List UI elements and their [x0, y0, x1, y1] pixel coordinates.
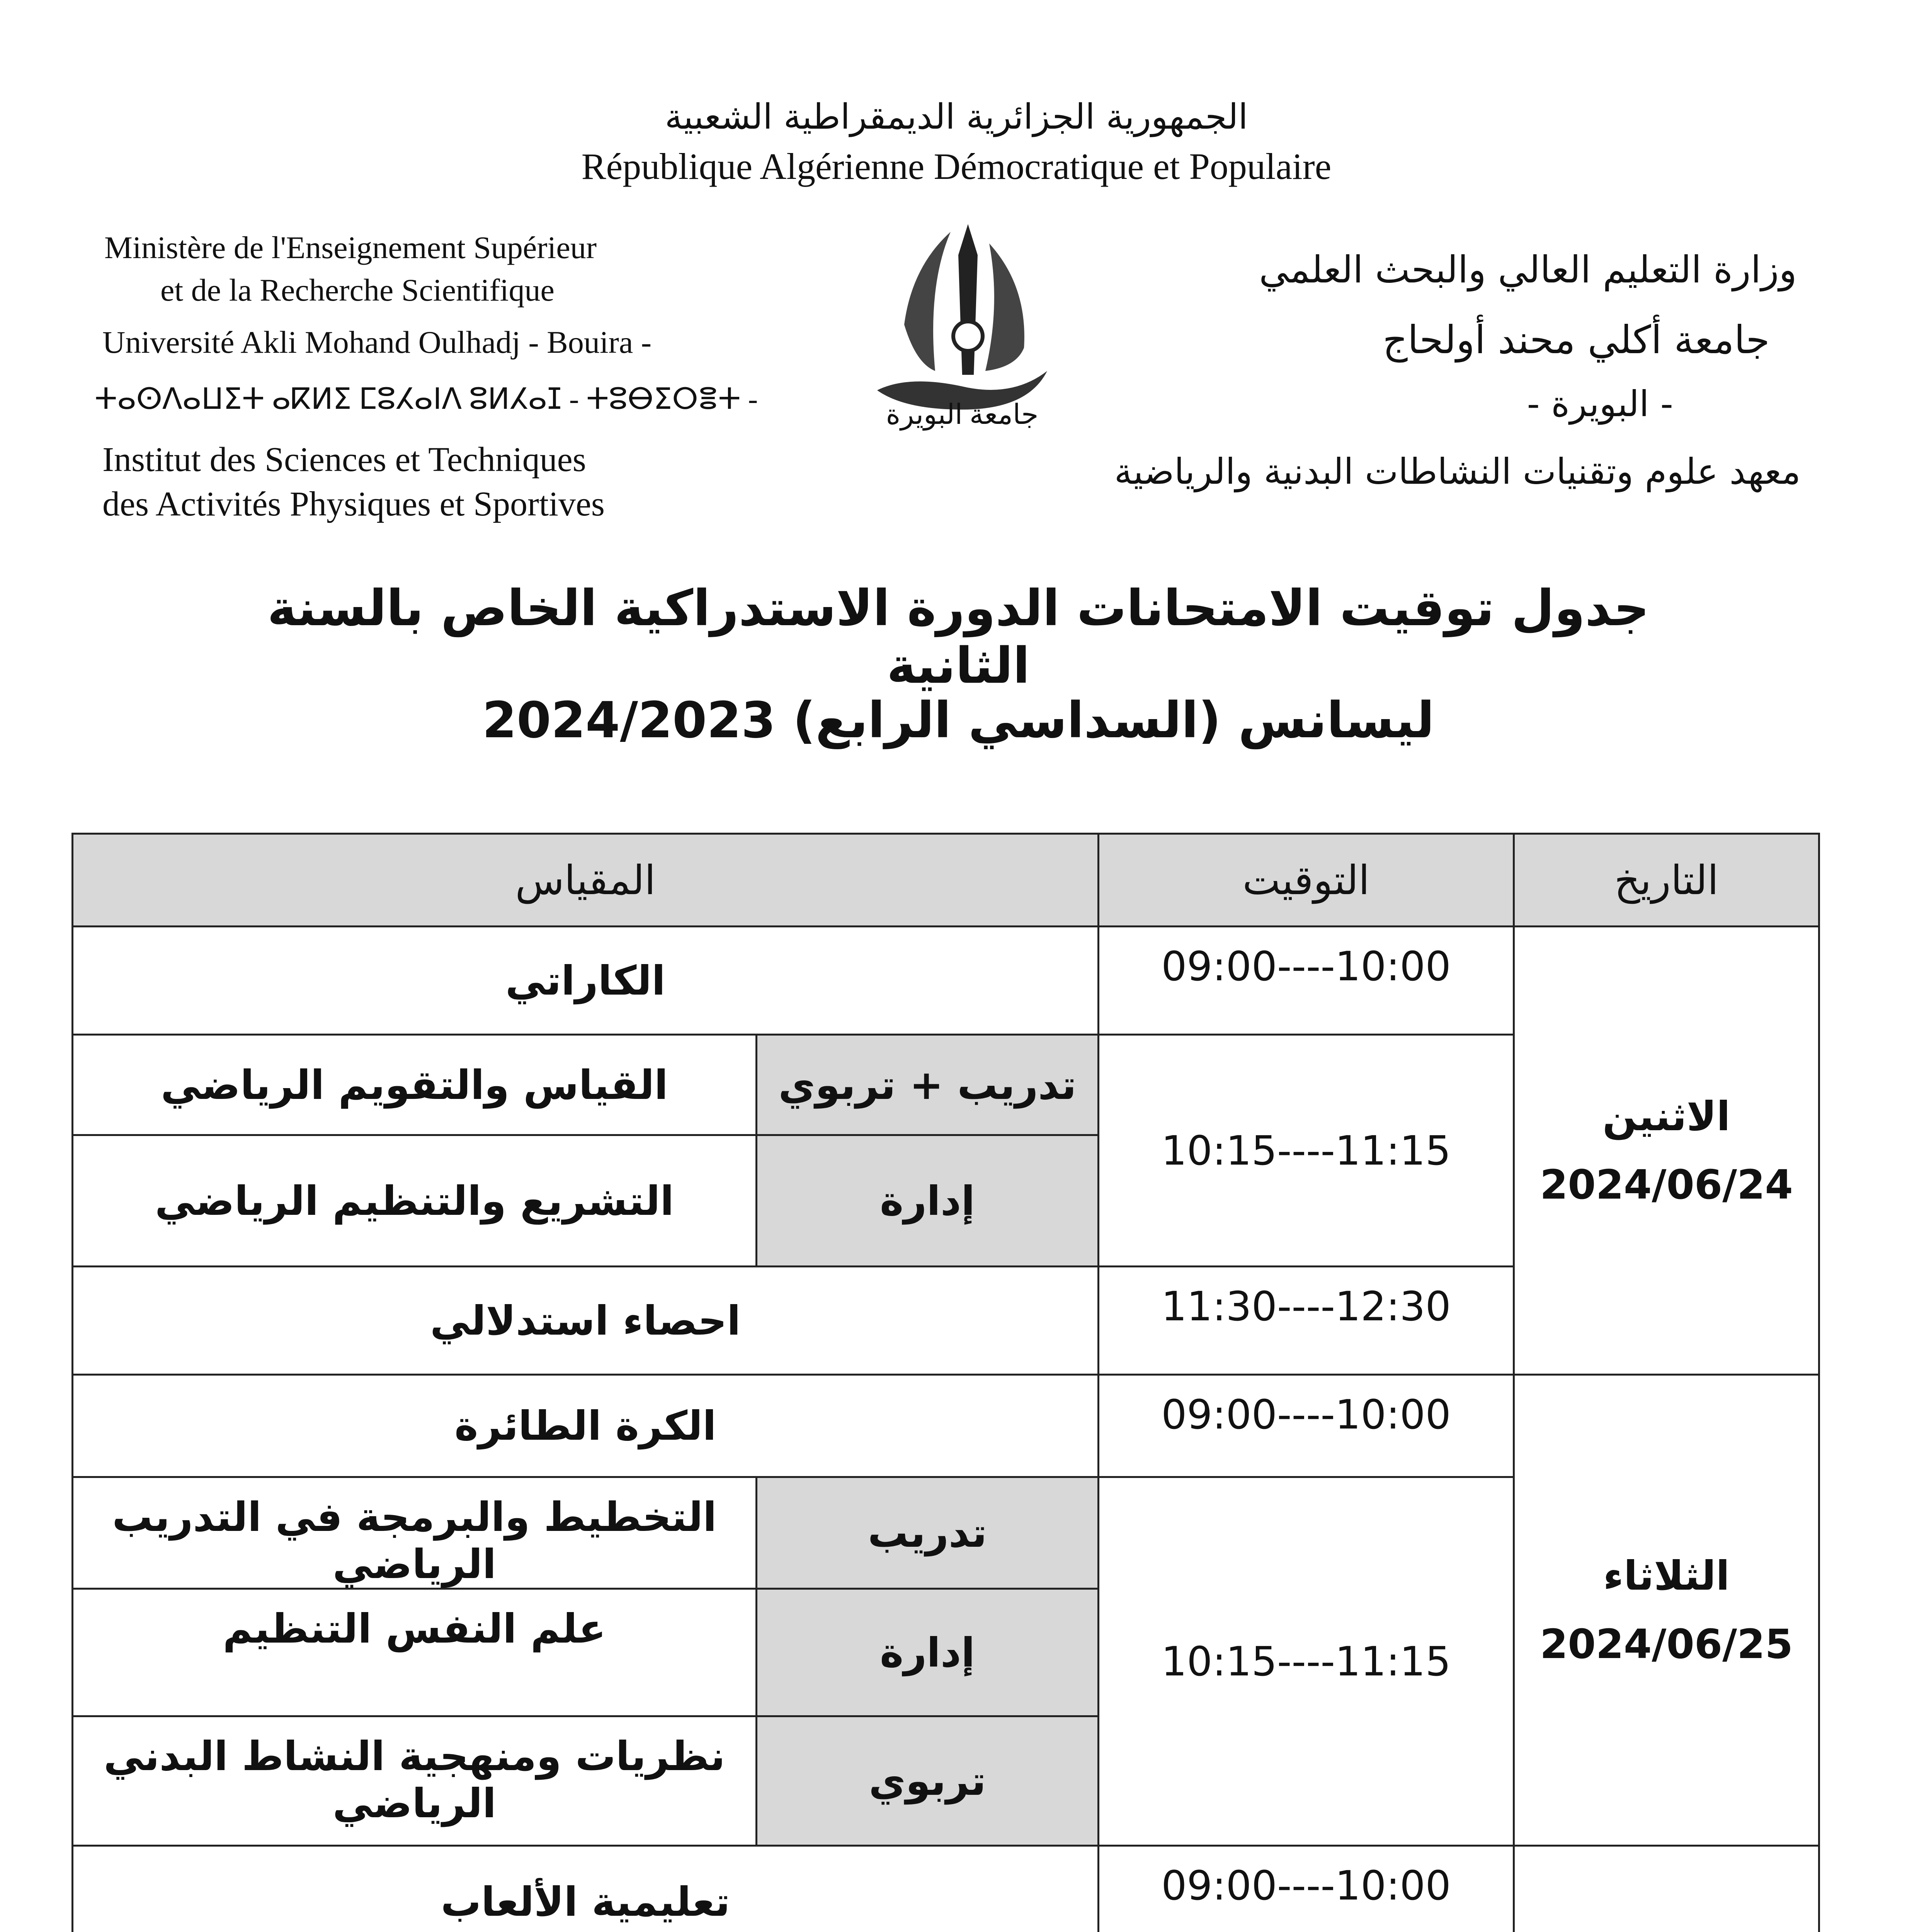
specialty-label: إدارة	[757, 1589, 1099, 1716]
exam-schedule-table	[71, 833, 1820, 1932]
time-slot: 10:15----11:15	[1099, 1477, 1514, 1846]
logo-caption: جامعة البويرة	[886, 399, 1039, 430]
institute-arabic: معهد علوم وتقنيات النشاطات البدنية والرياضية	[1114, 451, 1801, 492]
ministry-french-line2: et de la Recherche Scientifique	[160, 272, 555, 308]
subject-name: الكرة الطائرة	[73, 1375, 1099, 1477]
subject-name: القياس والتقويم الرياضي	[73, 1035, 757, 1135]
institute-french-line2: des Activités Physiques et Sportives	[102, 485, 605, 523]
time-slot: 09:00----10:00	[1099, 927, 1514, 1035]
republic-name-french: République Algérienne Démocratique et Populaire	[581, 146, 1332, 187]
ministry-french-line1: Ministère de l'Enseignement Supérieur	[104, 230, 597, 265]
page-subtitle: ليسانس (السداسي الرابع) 2024/2023	[482, 692, 1434, 749]
table-row	[73, 1375, 1819, 1477]
specialty-label: إدارة	[757, 1135, 1099, 1267]
subject-name: نظريات ومنهجية النشاط البدني الرياضي	[73, 1716, 757, 1846]
specialty-label: تدريب	[757, 1477, 1099, 1589]
day-name: الاثنين	[1602, 1092, 1730, 1140]
day-name: الثلاثاء	[1603, 1552, 1730, 1600]
column-header-subject: المقياس	[73, 834, 1099, 927]
exam-date: 2024/06/25	[1540, 1621, 1793, 1668]
subject-name: احصاء استدلالي	[73, 1267, 1099, 1375]
university-arabic: جامعة أكلي محند أولحاج	[1383, 317, 1770, 362]
date-cell	[1514, 1846, 1819, 1932]
time-slot: 09:00----10:00	[1099, 1846, 1514, 1932]
specialty-label: تربوي	[757, 1716, 1099, 1846]
column-header-time: التوقيت	[1099, 834, 1514, 927]
time-slot: 11:30----12:30	[1099, 1267, 1514, 1375]
institute-french-line1: Institut des Sciences et Techniques	[102, 440, 586, 479]
specialty-label: تدريب + تربوي	[757, 1035, 1099, 1135]
page-title: جدول توقيت الامتحانات الدورة الاستدراكية الخاص بالسنة الثانية	[267, 580, 1650, 695]
subject-name: التشريع والتنظيم الرياضي	[73, 1135, 757, 1267]
subject-name: تعليمية الألعاب	[73, 1846, 1099, 1932]
table-header-row	[73, 834, 1819, 927]
subject-name: علم النفس التنظيم	[73, 1589, 757, 1716]
time-slot: 10:15----11:15	[1099, 1035, 1514, 1267]
republic-name-arabic: الجمهورية الجزائرية الديمقراطية الشعبية	[665, 97, 1248, 137]
time-slot: 09:00----10:00	[1099, 1375, 1514, 1477]
subject-name: الكاراتي	[73, 927, 1099, 1035]
exam-date: 2024/06/24	[1540, 1161, 1793, 1208]
table-row	[73, 927, 1819, 1035]
table-row	[73, 1846, 1819, 1932]
date-cell	[1514, 927, 1819, 1375]
column-header-date: التاريخ	[1514, 834, 1819, 927]
subject-name: التخطيط والبرمجة في التدريب الرياضي	[73, 1477, 757, 1589]
city-arabic: - البويرة -	[1527, 383, 1673, 425]
date-cell	[1514, 1375, 1819, 1846]
university-french: Université Akli Mohand Oulhadj - Bouira -	[102, 325, 652, 360]
ministry-arabic: وزارة التعليم العالي والبحث العلمي	[1259, 248, 1797, 291]
university-tamazight: ⵜⴰⵙⴷⴰⵡⵉⵜ ⴰⴽⵍⵉ ⵎⵓⵃⴰⵏⴷ ⵓⵍⵃⴰⵊ - ⵜⵓⴱⵉⵔⴻⵜ -	[95, 383, 758, 415]
